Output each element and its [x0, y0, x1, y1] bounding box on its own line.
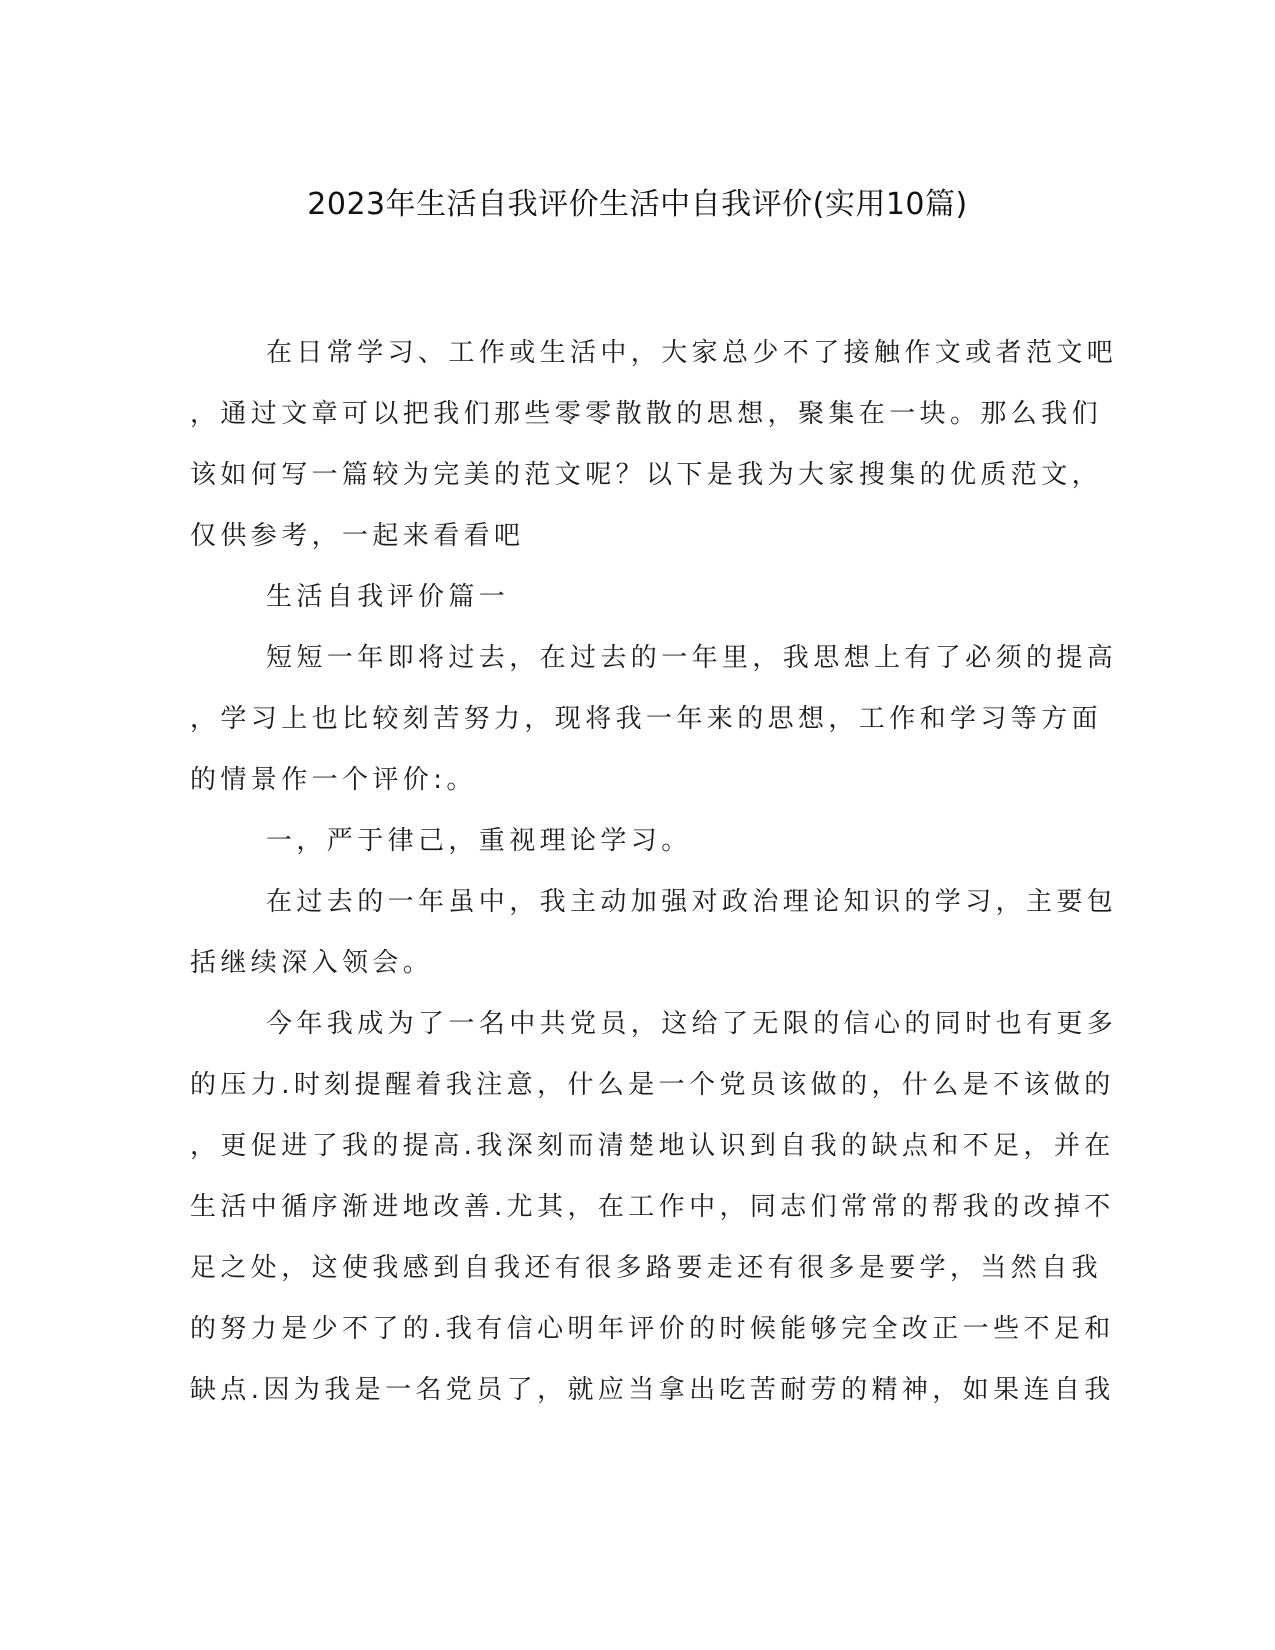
text-line: ，更促进了我的提高.我深刻而清楚地认识到自我的缺点和不足，并在 — [190, 1131, 1115, 1161]
text-line: 生活中循序渐进地改善.尤其，在工作中，同志们常常的帮我的改掉不 — [190, 1192, 1115, 1222]
subsection-heading: 一，严于律己，重视理论学习。 — [266, 826, 692, 856]
text-line: 短短一年即将过去，在过去的一年里，我思想上有了必须的提高 — [266, 643, 1118, 673]
text-line: 的压力.时刻提醒着我注意，什么是一个党员该做的，什么是不该做的 — [190, 1070, 1115, 1100]
text-line: 括继续深入领会。 — [190, 948, 434, 978]
text-line: 在过去的一年虽中，我主动加强对政治理论知识的学习，主要包 — [266, 887, 1118, 917]
document-title: 2023年生活自我评价生活中自我评价(实用10篇) — [307, 187, 968, 222]
text-line: 的努力是少不了的.我有信心明年评价的时候能够完全改正一些不足和 — [190, 1314, 1115, 1344]
text-line: 在日常学习、工作或生活中，大家总少不了接触作文或者范文吧 — [266, 338, 1118, 368]
document-body — [190, 330, 1118, 1428]
text-line: 仅供参考，一起来看看吧 — [190, 521, 525, 551]
text-line: ，学习上也比较刻苦努力，现将我一年来的思想，工作和学习等方面 — [190, 704, 1103, 734]
text-line: ，通过文章可以把我们那些零零散散的思想，聚集在一块。那么我们 — [190, 399, 1103, 429]
text-line: 足之处，这使我感到自我还有很多路要走还有很多是要学，当然自我 — [190, 1253, 1103, 1283]
text-line: 该如何写一篇较为完美的范文呢？以下是我为大家搜集的优质范文， — [190, 460, 1103, 490]
text-line: 缺点.因为我是一名党员了，就应当拿出吃苦耐劳的精神，如果连自我 — [190, 1375, 1115, 1405]
text-line: 的情景作一个评价:。 — [190, 765, 477, 795]
section-heading: 生活自我评价篇一 — [266, 582, 510, 612]
text-line: 今年我成为了一名中共党员，这给了无限的信心的同时也有更多 — [266, 1009, 1118, 1039]
